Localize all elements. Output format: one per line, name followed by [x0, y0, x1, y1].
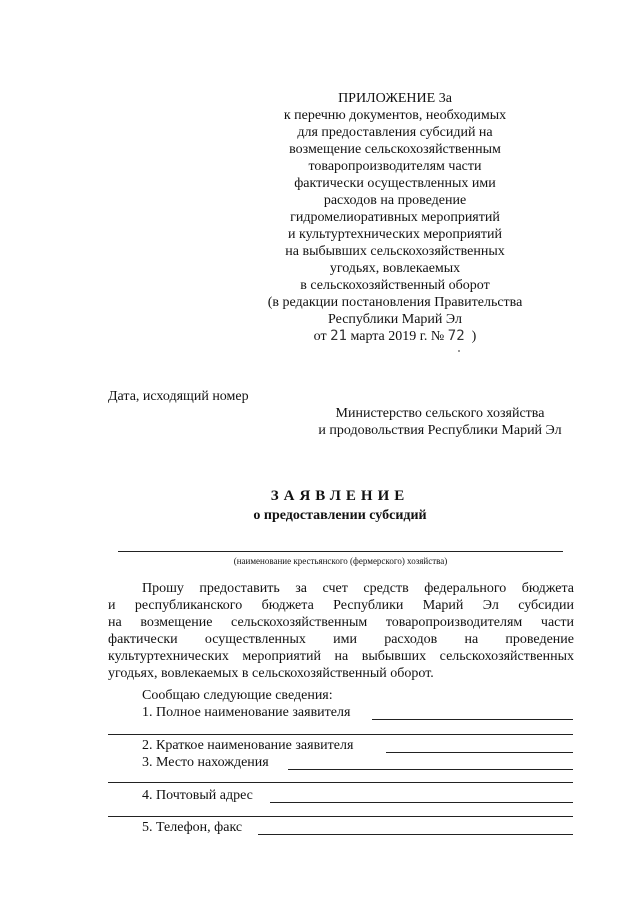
recipient-line1: Министерство сельского хозяйства [335, 406, 545, 421]
annex-line: возмещение сельскохозяйственным [289, 142, 501, 157]
annex-line: гидромелиоративных мероприятий [290, 210, 500, 225]
location-continuation-line[interactable] [108, 782, 573, 783]
doc-number-handwritten: 72 [447, 328, 465, 344]
annex-line: (в редакции постановления Правительства [267, 295, 523, 310]
request-line: на возмещение сельскохозяйственным товаропроизводителям части [108, 615, 574, 630]
date-rest: марта 2019 г. № [350, 329, 445, 344]
recipient-line2: и продовольствия Республики Марий Эл [318, 423, 562, 438]
annex-line: к перечню документов, необходимых [283, 108, 507, 123]
field-label-full-name: 1. Полное наименование заявителя [142, 705, 351, 720]
document-subtitle: о предоставлении субсидий [253, 508, 427, 523]
annex-date-line [250, 328, 540, 345]
farm-name-caption: (наименование крестьянского (фермерского) хозяйства) [233, 556, 448, 566]
field-label-postal: 4. Почтовый адрес [142, 788, 253, 803]
request-tail: культуртехнических мероприятий на выбывших сельскохозяйственных угодьях, вовлекаемых в сельскохозяйственный оборот. [108, 649, 574, 681]
postal-continuation-line[interactable] [108, 816, 573, 817]
full-name-continuation-line[interactable] [108, 734, 573, 735]
info-intro: Сообщаю следующие сведения: [142, 688, 333, 703]
request-line: Прошу предоставить за счет средств федерального бюджета [142, 581, 574, 596]
annex-line: фактически осуществленных ими [294, 176, 496, 191]
annex-line: товаропроизводителям части [308, 159, 482, 174]
sender-label: Дата, исходящий номер [108, 389, 249, 404]
location-input[interactable] [288, 769, 573, 770]
request-line: и республиканского бюджета Республики Марий Эл субсидии [108, 598, 574, 613]
annex-line: в сельскохозяйственный оборот [300, 278, 490, 293]
document-title: ЗАЯВЛЕНИЕ [270, 488, 410, 504]
annex-title: ПРИЛОЖЕНИЕ 3а [338, 91, 452, 106]
annex-line: Республики Марий Эл [328, 312, 462, 327]
annex-line: на выбывших сельскохозяйственных [285, 244, 505, 259]
field-label-location: 3. Место нахождения [142, 755, 269, 770]
request-line: фактически осуществленных ими расходов на проведение [108, 632, 574, 647]
scan-dot [458, 350, 460, 352]
annex-line: расходов на проведение [323, 193, 467, 208]
field-label-short-name: 2. Краткое наименование заявителя [142, 738, 354, 753]
annex-line: угодьях, вовлекаемых [329, 261, 461, 276]
full-name-input[interactable] [372, 719, 573, 720]
phone-input[interactable] [258, 834, 573, 835]
date-prefix: от [313, 329, 327, 344]
farm-name-line[interactable] [118, 551, 563, 552]
date-day-handwritten: 21 [330, 328, 347, 344]
date-close: ) [471, 329, 477, 344]
annex-line: и культуртехнических мероприятий [288, 227, 502, 242]
short-name-input[interactable] [386, 752, 573, 753]
annex-line: для предоставления субсидий на [297, 125, 493, 140]
postal-input[interactable] [270, 802, 573, 803]
field-label-phone: 5. Телефон, факс [142, 820, 243, 835]
